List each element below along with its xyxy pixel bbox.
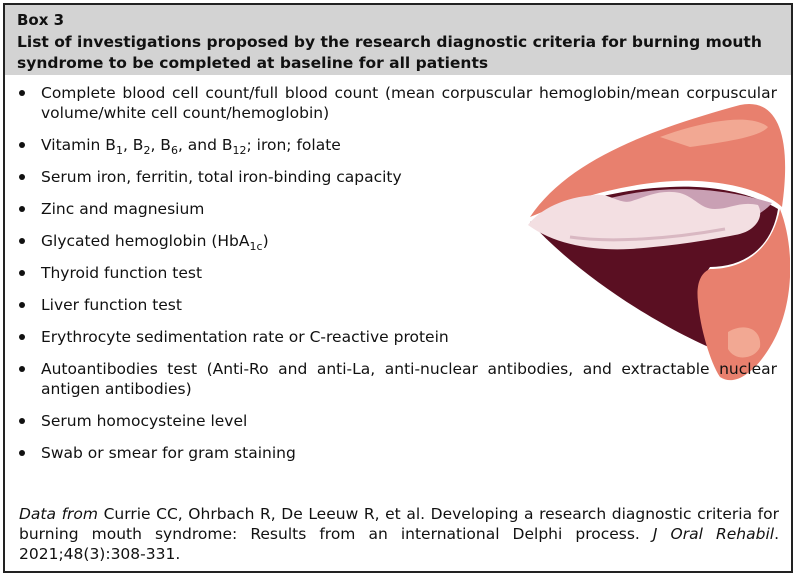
list-item: [17, 359, 777, 399]
citation-details: . 2021;48(3):308-331.: [19, 525, 780, 563]
list-item: [17, 83, 777, 123]
list-item: [17, 443, 777, 463]
list-item: [17, 411, 777, 431]
box-header: [5, 5, 791, 75]
bullet-icon: [19, 366, 25, 372]
list-item-text: Vitamin $B_1$, $B_2$, $B_6$, and $B_{12}$; iron; folate: [41, 136, 341, 158]
list-item-text: Serum iron, ferritin, total iron-binding capacity: [41, 168, 402, 186]
list-item-text: Liver function test: [41, 296, 182, 314]
citation-text: Currie CC, Ohrbach R, De Leeuw R, et al. Developing a research diagnostic criteria for burning mouth syndrome: Results from an international Delphi process.: [19, 505, 779, 543]
list-item: [17, 135, 777, 158]
list-item-text: Thyroid function test: [41, 264, 203, 282]
list-item: [17, 327, 777, 347]
citation-journal: J Oral Rehabil: [652, 525, 775, 543]
list-item: [17, 199, 777, 219]
bullet-icon: [19, 174, 25, 180]
bullet-icon: [19, 142, 25, 148]
list-item-text: Swab or smear for gram staining: [41, 444, 296, 462]
investigation-list: [17, 83, 777, 463]
source-citation: [19, 504, 779, 564]
bullet-icon: [19, 90, 25, 96]
list-item-text: Autoantibodies test (Anti-Ro and anti-La, anti-nuclear antibodies, and extractable nuclear antigen antibodies): [41, 360, 777, 398]
list-item: [17, 263, 777, 283]
bullet-icon: [19, 450, 25, 456]
bullet-icon: [19, 270, 25, 276]
list-item-text: Erythrocyte sedimentation rate or C-reactive protein: [41, 328, 449, 346]
list-item-text: Glycated hemoglobin (HbA$_{1c}$): [41, 232, 269, 254]
list-item: [17, 231, 777, 254]
bullet-icon: [19, 206, 25, 212]
box-content: [5, 75, 791, 463]
citation-lead: Data from: [19, 505, 99, 523]
bullet-icon: [19, 302, 25, 308]
list-item-text: Complete blood cell count/full blood count (mean corpuscular hemoglobin/mean corpuscular volume/white cell count/hemoglobin): [41, 84, 777, 122]
bullet-icon: [19, 334, 25, 340]
list-item-text: Zinc and magnesium: [41, 200, 205, 218]
list-item: [17, 167, 777, 187]
list-item: [17, 295, 777, 315]
list-item-text: Serum homocysteine level: [41, 412, 248, 430]
info-box: [3, 3, 793, 573]
box-title: List of investigations proposed by the research diagnostic criteria for burning mouth syndrome to be completed at baseline for all patients: [17, 33, 762, 72]
box-label: Box 3: [17, 11, 65, 29]
bullet-icon: [19, 418, 25, 424]
bullet-icon: [19, 238, 25, 244]
